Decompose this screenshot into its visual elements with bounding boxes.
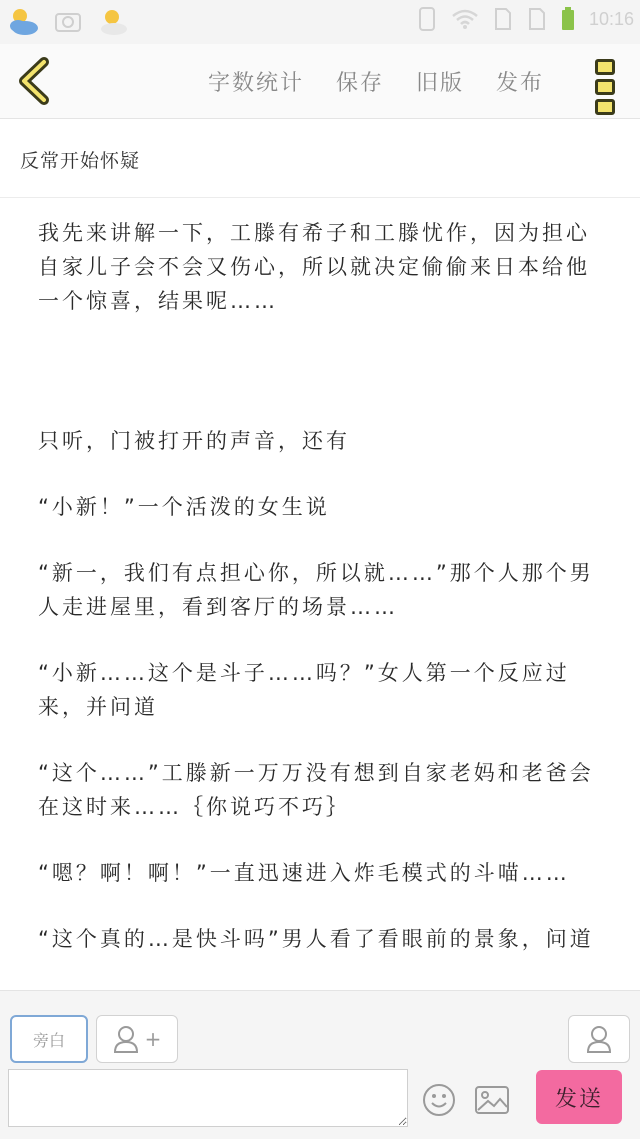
sim2-icon [527, 7, 547, 31]
my-role-button[interactable] [568, 1015, 630, 1063]
plus-icon: + [144, 1027, 162, 1051]
phone-icon [417, 6, 437, 32]
status-time: 10:16 [588, 8, 634, 29]
menu-dot [595, 99, 615, 115]
user-icon [113, 1025, 139, 1053]
add-role-button[interactable] [96, 1015, 178, 1063]
story-paragraph: “嗯？啊！啊！”一直迅速进入炸毛模式的斗喵…… [38, 861, 570, 885]
story-paragraph: “小新……这个是斗子……吗？”女人第一个反应过来，并问道 [38, 661, 570, 719]
status-bar-left [6, 4, 130, 38]
status-bar [0, 0, 640, 45]
emoji-button[interactable] [422, 1083, 456, 1117]
menu-dot [595, 59, 615, 75]
composer-bar [0, 990, 640, 1139]
image-icon [474, 1083, 510, 1117]
sim1-icon [493, 7, 513, 31]
chevron-left-icon [12, 56, 60, 106]
camera-icon [54, 9, 82, 33]
chapter-title: 反常开始怀疑 [20, 150, 141, 172]
narrator-role-button[interactable] [10, 1015, 88, 1063]
story-paragraph: 只听，门被打开的声音，还有 [38, 429, 350, 453]
message-input[interactable] [8, 1069, 408, 1127]
save-button[interactable]: 保存 [336, 71, 385, 96]
publish-button[interactable]: 发布 [496, 71, 545, 96]
more-menu-icon[interactable] [592, 56, 618, 106]
story-paragraph: “小新！”一个活泼的女生说 [38, 495, 330, 519]
story-content[interactable] [38, 216, 608, 988]
editor-toolbar [0, 44, 640, 119]
user-icon [586, 1025, 612, 1053]
weather-sunny-cloud-icon [96, 4, 130, 38]
wifi-icon [451, 8, 479, 30]
story-paragraph: 我先来讲解一下，工滕有希子和工滕忧作，因为担心自家儿子会不会又伤心，所以就决定偷偷来日本给他一个惊喜，结果呢…… [38, 221, 590, 313]
menu-dot [595, 79, 615, 95]
story-paragraph: “这个真的…是快斗吗”男人看了看眼前的景象，问道 [38, 927, 594, 951]
toolbar-actions [208, 66, 544, 97]
battery-icon [561, 7, 575, 31]
old-version-button[interactable]: 旧版 [416, 71, 465, 96]
back-button[interactable] [12, 56, 60, 106]
smiley-icon [422, 1083, 456, 1117]
image-button[interactable] [474, 1083, 510, 1117]
send-button[interactable] [536, 1070, 622, 1124]
weather-cloudy-icon [6, 4, 40, 38]
story-paragraph: “新一，我们有点担心你，所以就……”那个人那个男人走进屋里，看到客厅的场景…… [38, 561, 594, 619]
chapter-title-field[interactable] [0, 119, 640, 198]
word-count-button[interactable]: 字数统计 [208, 71, 305, 96]
narrator-label: 旁白 [32, 1030, 65, 1050]
story-paragraph: “这个……”工滕新一万万没有想到自家老妈和老爸会在这时来……｛你说巧不巧｝ [38, 761, 594, 819]
status-bar-right [417, 6, 634, 32]
send-label: 发送 [554, 1086, 603, 1112]
